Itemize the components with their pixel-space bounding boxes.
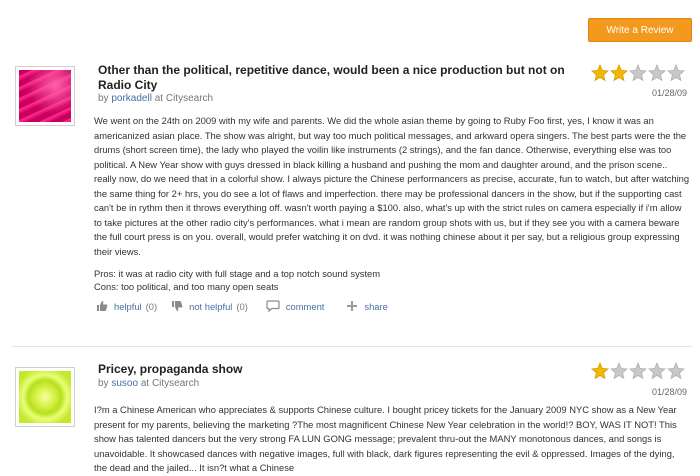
- star-filled-icon: [591, 64, 609, 82]
- thumbs-down-icon: [171, 300, 183, 312]
- review-date: 01/28/09: [652, 88, 688, 98]
- speech-bubble-icon: [266, 300, 280, 312]
- star-empty-icon: [629, 362, 647, 380]
- share-label: share: [364, 300, 388, 312]
- helpful-label: helpful: [114, 300, 142, 312]
- rating-stars: [591, 362, 685, 380]
- review-divider: [12, 346, 692, 347]
- comment-label: comment: [285, 300, 325, 312]
- plus-icon: [346, 300, 358, 312]
- not-helpful-label: not helpful: [189, 300, 233, 312]
- not-helpful-button[interactable]: [171, 300, 248, 312]
- star-empty-icon: [667, 64, 685, 82]
- helpful-count: (0): [145, 300, 158, 312]
- write-review-button[interactable]: Write a Review: [588, 18, 692, 42]
- review-body: We went on the 24th on 2009 with my wife and parents. We did the whole asian theme by going to Ruby Foo first, yes, I know it was an americanized asian place. The show was alright, but way too much political messages, and arkward opera singers. The best parts were the the drums (short screen time), the lady who played the voilin like instruments (2 strings), and the fan dance. Otherwise, everything else was too political. A New Year show with guys dressed in black killing a husband and pushing the mom and daughter around, and the prison scene.. really now, do we need that in a colorful show. I always picture the Chinese performancers as precise, accurate, fun to watch, but after watching the same thing for 2+ hrs, you do see a lot of flaws and imperfection. there may be professional dancers in the show, but if the supporting cast can't be in rythm then it throws everything off. wasn't worth paying a $100. also, what's up with the strict rules on camera especially if i'm allow to take pictures at the other radio city's performances. what i mean are random group shots with us, but if they see you with a camera beware the full court press is on you. overall, would prefer watching it on dvd. it was nothing chinese about it per say, but a religious group expressing their views.: [94, 115, 690, 257]
- reviewer-name-link[interactable]: porkadell: [111, 93, 152, 104]
- thumbs-up-icon: [96, 300, 108, 312]
- review-cons: Cons: too political, and too many open seats: [94, 281, 279, 292]
- by-label: by: [98, 93, 109, 104]
- review-source: Citysearch: [165, 93, 214, 104]
- comment-button[interactable]: [266, 300, 325, 312]
- rating-stars: [591, 64, 685, 82]
- star-filled-icon: [610, 64, 628, 82]
- review-body: I?m a Chinese American who appreciates & supports Chinese culture. I bought pricey tickets for the January 2009 NYC show as a New Year present for my parents, believing the marketing ?The most magnificent Chinese New Year celebration in the world!? BOY, WAS IT NOT! This show has talented dancers but the very strong FA LUN GONG message; prevalent thru-out the MANY monotonous dances, and songs is unavoidable. It showcased dances with negative images, full with black, dark figures representing the evil & oppressed. Images of the dying, the dead and the jailed... It isn?t what a Chinese: [94, 404, 677, 473]
- not-helpful-count: (0): [236, 300, 248, 312]
- star-empty-icon: [648, 362, 666, 380]
- review-actions: [96, 300, 402, 312]
- star-filled-icon: [591, 362, 609, 380]
- review-source: Citysearch: [151, 378, 200, 389]
- share-button[interactable]: [346, 300, 387, 312]
- at-label: at: [154, 93, 164, 104]
- star-empty-icon: [629, 64, 647, 82]
- reviewer-avatar[interactable]: [15, 66, 75, 126]
- review-byline: [98, 378, 199, 389]
- review-byline: [98, 93, 213, 104]
- star-empty-icon: [648, 64, 666, 82]
- review-date: 01/28/09: [652, 387, 688, 397]
- at-label: at: [140, 378, 150, 389]
- star-empty-icon: [610, 362, 628, 380]
- star-empty-icon: [667, 362, 685, 380]
- by-label: by: [98, 378, 109, 389]
- helpful-button[interactable]: [96, 300, 157, 312]
- review-title: Pricey, propaganda show: [98, 362, 243, 376]
- reviewer-avatar[interactable]: [15, 367, 75, 427]
- review-pros: Pros: it was at radio city with full stage and a top notch sound system: [94, 268, 381, 279]
- reviewer-name-link[interactable]: susoo: [111, 378, 139, 389]
- review-title: Other than the political, repetitive dance, would been a nice production but not on Radio City: [98, 63, 565, 92]
